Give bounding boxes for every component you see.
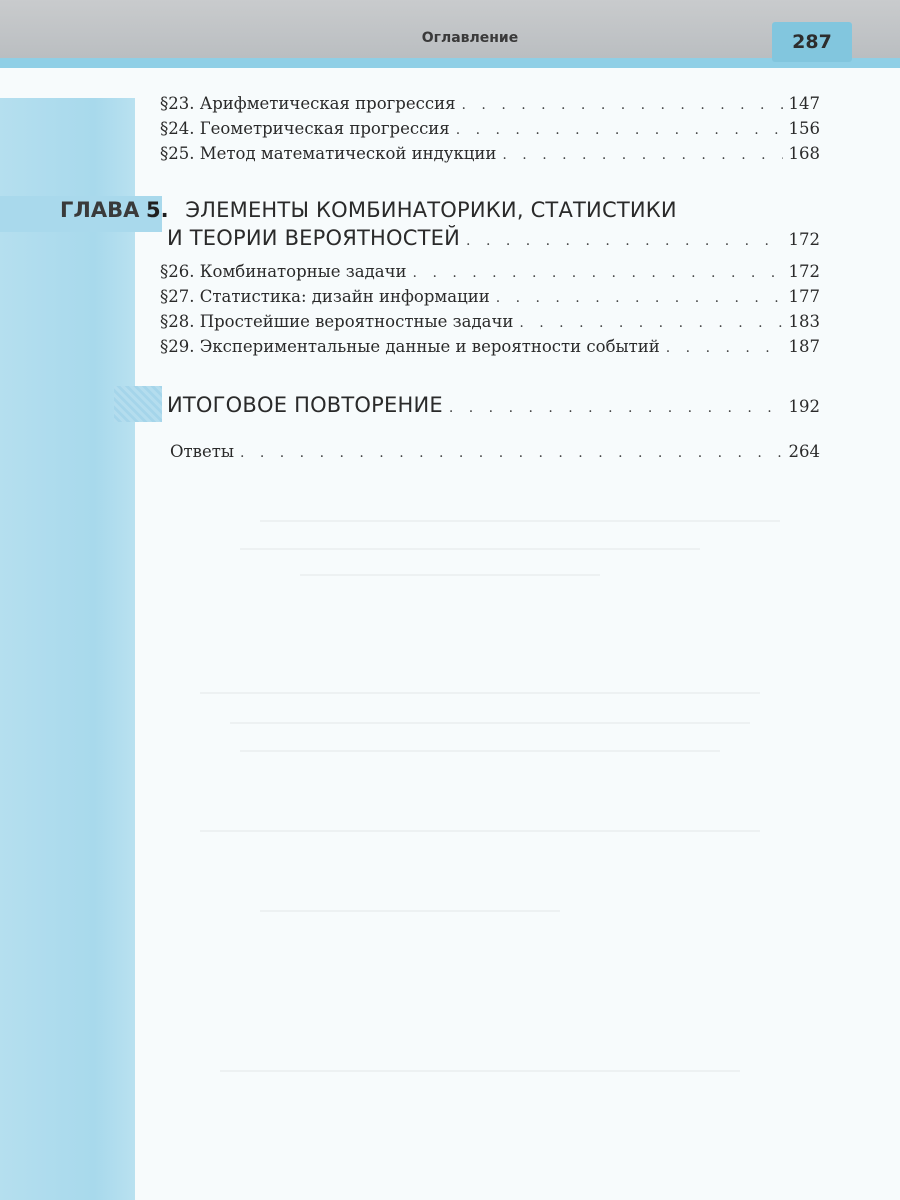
dot-leader: [240, 445, 783, 461]
header-accent-stripe: [0, 58, 900, 68]
dot-leader: [413, 265, 783, 281]
toc-entry-page: 156: [788, 119, 820, 138]
answers-page: 264: [788, 442, 820, 461]
toc-entry-section-29[interactable]: [160, 337, 820, 356]
toc-entry-title: §25. Метод математической индукции: [160, 144, 497, 163]
toc-entry-page: 172: [788, 262, 820, 281]
toc-entry-section-26[interactable]: [160, 262, 820, 281]
toc-entry-page: 183: [788, 312, 820, 331]
page-number: 287: [772, 22, 852, 62]
toc-entry-section-25[interactable]: [160, 144, 820, 163]
dot-leader: [449, 400, 783, 416]
show-through-trace: [300, 574, 600, 576]
show-through-trace: [200, 830, 760, 832]
dot-leader: [502, 147, 782, 163]
show-through-trace: [260, 910, 560, 912]
chapter-5-title-line2-row[interactable]: [167, 226, 820, 250]
dot-leader: [466, 233, 782, 249]
dot-leader: [456, 122, 783, 138]
toc-entry-title: §23. Арифметическая прогрессия: [160, 94, 456, 113]
toc-entry-page: 177: [788, 287, 820, 306]
chapter-title-line1: ЭЛЕМЕНТЫ КОМБИНАТОРИКИ, СТАТИСТИКИ: [185, 198, 677, 222]
toc-entry-page: 187: [788, 337, 820, 356]
toc-entry-title: §26. Комбинаторные задачи: [160, 262, 407, 281]
toc-entry-section-27[interactable]: [160, 287, 820, 306]
toc-entry-title: §24. Геометрическая прогрессия: [160, 119, 450, 138]
toc-entry-page: 168: [788, 144, 820, 163]
final-review-title: ИТОГОВОЕ ПОВТОРЕНИЕ: [167, 393, 443, 417]
toc-entry-title: §29. Экспериментальные данные и вероятности событий: [160, 337, 660, 356]
chapter-number: 5.: [146, 198, 169, 222]
toc-entry-title: §28. Простейшие вероятностные задачи: [160, 312, 514, 331]
chapter-label: ГЛАВА: [60, 198, 140, 222]
toc-entry-section-23[interactable]: [160, 94, 820, 113]
show-through-trace: [220, 1070, 740, 1072]
toc-entry-final-review[interactable]: [167, 393, 820, 417]
toc-entry-title: §27. Статистика: дизайн информации: [160, 287, 490, 306]
chapter-title-line2: И ТЕОРИИ ВЕРОЯТНОСТЕЙ: [167, 226, 461, 250]
left-decorative-stripe: [0, 98, 135, 1200]
running-header-title: Оглавление: [421, 30, 519, 46]
show-through-trace: [240, 750, 720, 752]
show-through-trace: [230, 722, 750, 724]
show-through-trace: [200, 692, 760, 694]
review-highlight-notch: [114, 386, 162, 422]
dot-leader: [496, 290, 783, 306]
toc-entry-page: 147: [788, 94, 820, 113]
show-through-trace: [260, 520, 780, 522]
chapter-5-heading[interactable]: [60, 198, 677, 222]
toc-entry-answers[interactable]: [170, 442, 820, 461]
dot-leader: [462, 97, 783, 113]
toc-entry-section-28[interactable]: [160, 312, 820, 331]
show-through-trace: [240, 548, 700, 550]
dot-leader: [519, 315, 782, 331]
toc-entry-section-24[interactable]: [160, 119, 820, 138]
dot-leader: [666, 340, 783, 356]
answers-title: Ответы: [170, 442, 234, 461]
final-review-page: 192: [788, 397, 820, 416]
chapter-5-page: 172: [788, 230, 820, 249]
